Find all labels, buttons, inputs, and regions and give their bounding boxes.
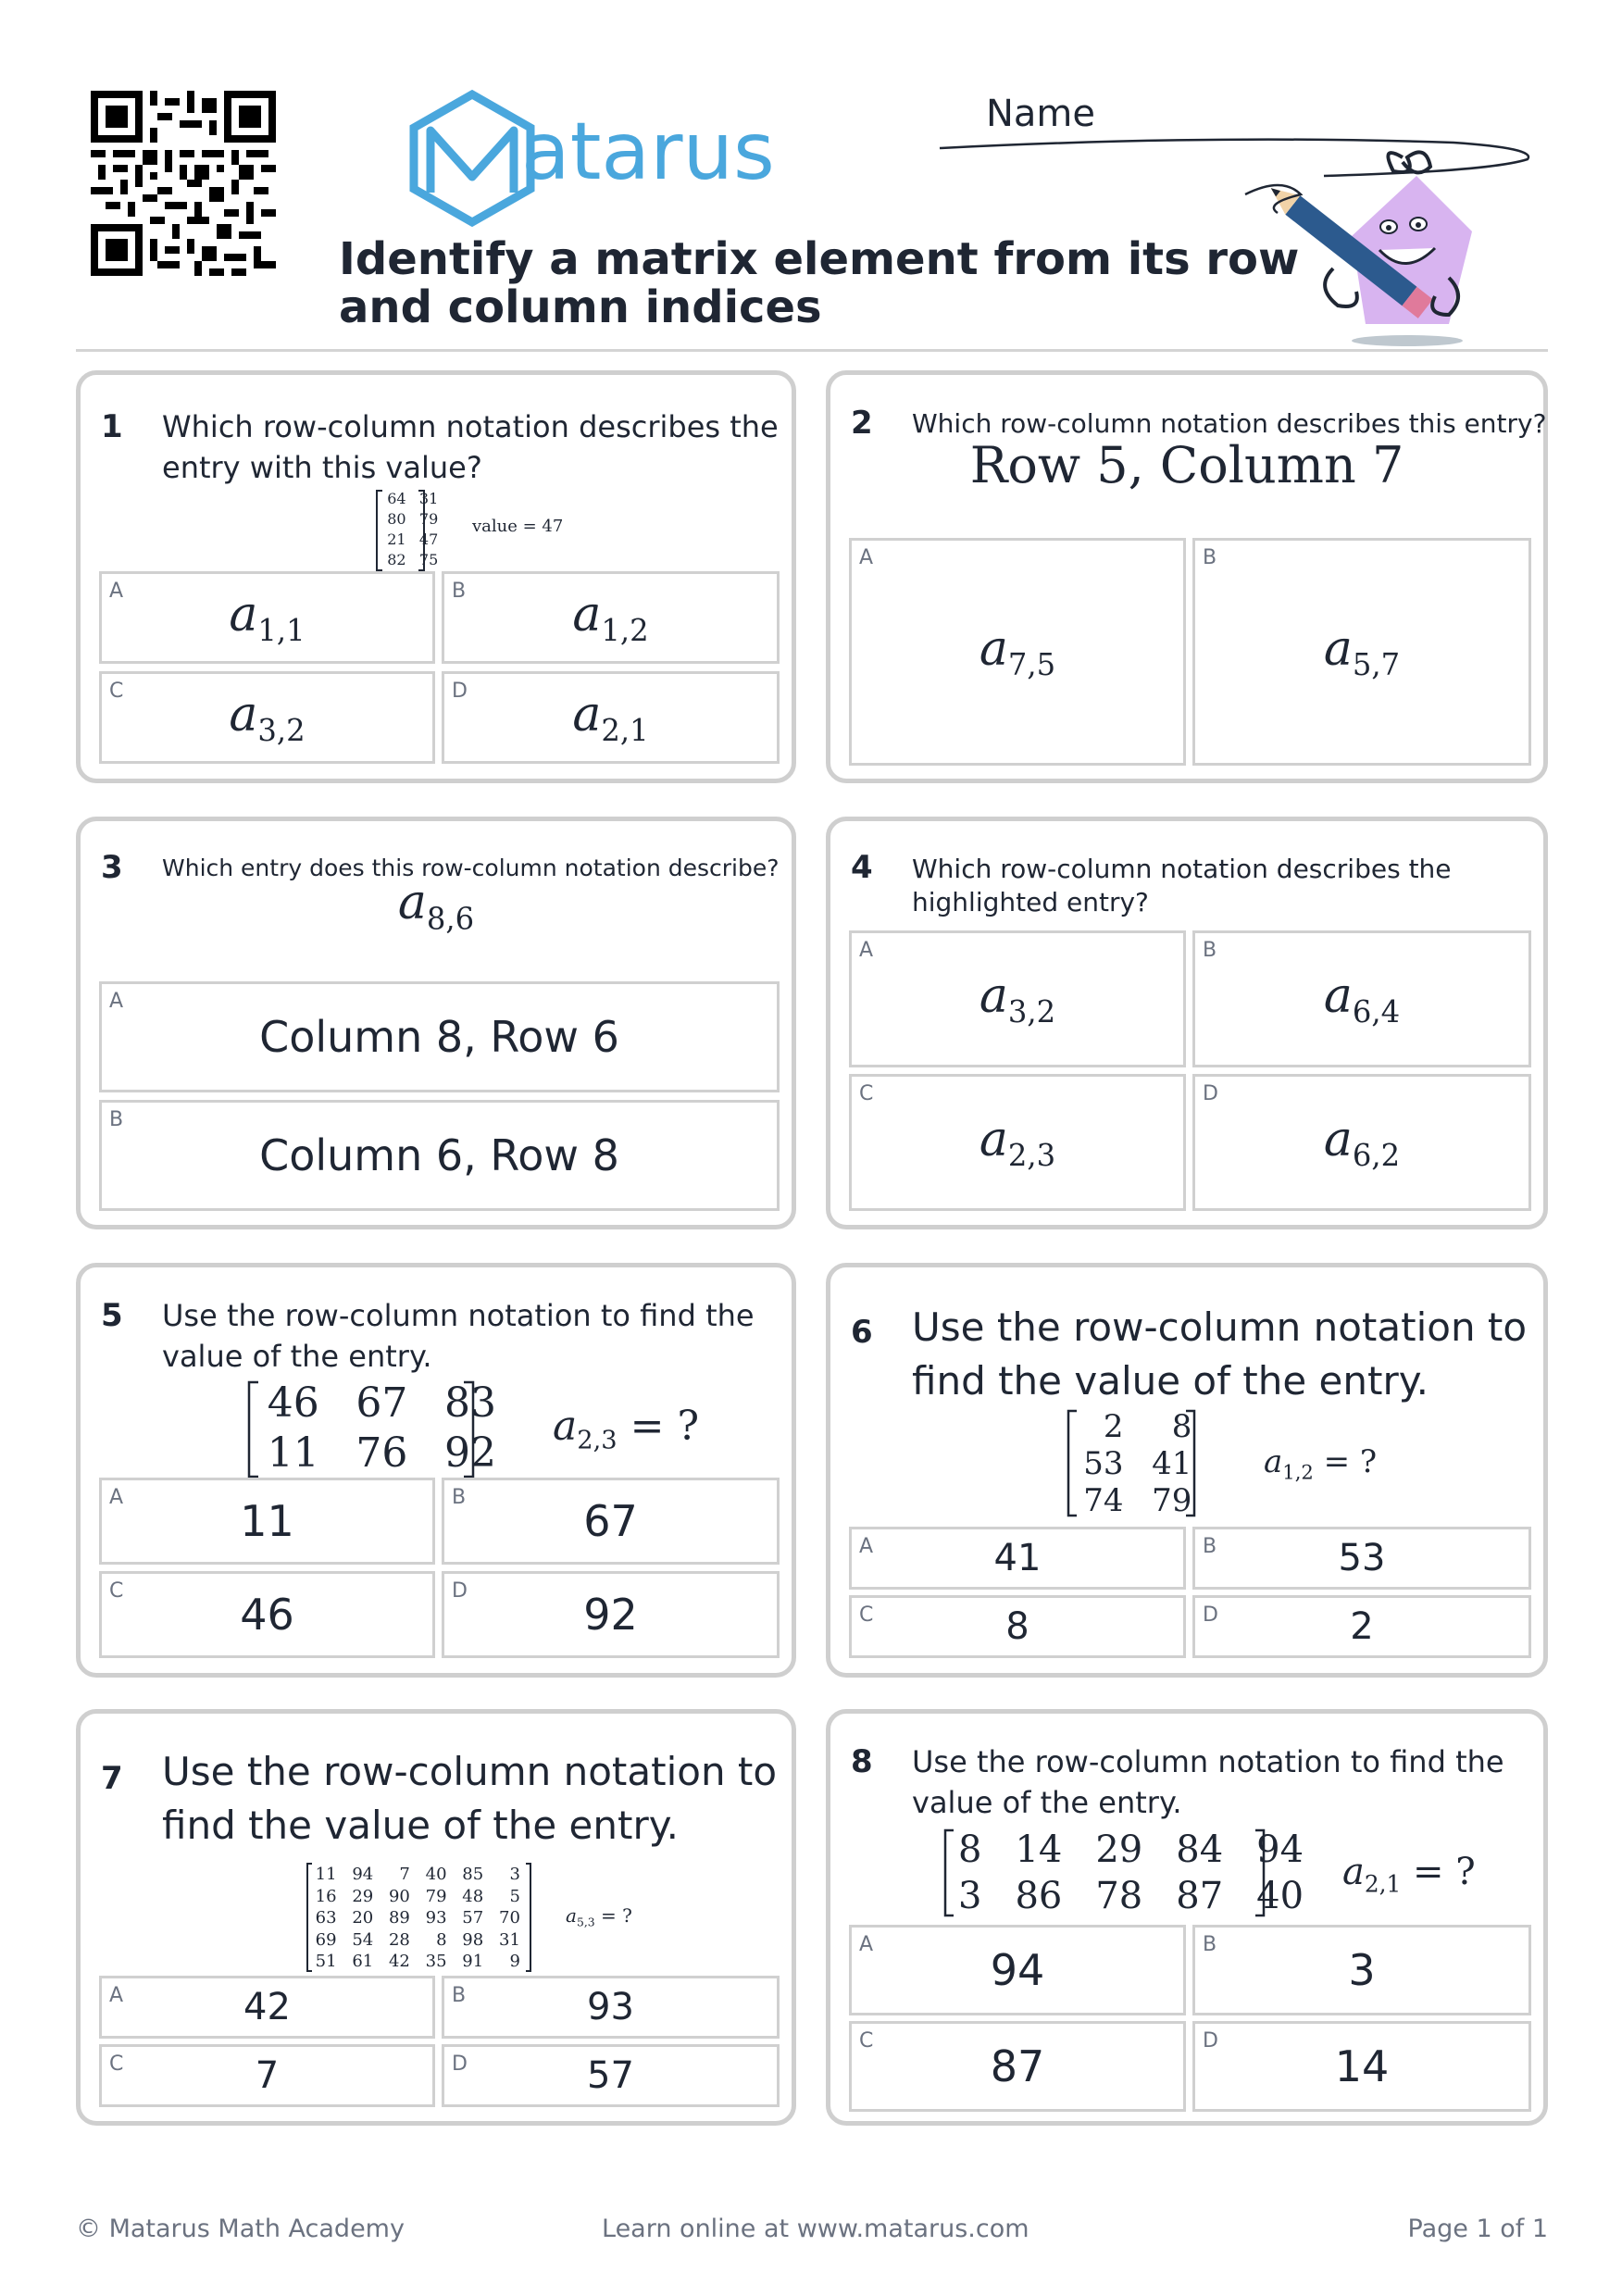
matrix-cell: 3: [509, 1865, 520, 1884]
option-c[interactable]: [99, 1571, 435, 1658]
matrix-cell: 48: [462, 1886, 484, 1906]
matrix-cell: 42: [388, 1952, 410, 1971]
option-value: $a_{3,2}$: [979, 967, 1056, 1030]
matrix-cell: 28: [388, 1929, 410, 1950]
page-title: Identify a matrix element from its row and column indices: [339, 233, 1300, 333]
option-a[interactable]: [849, 1925, 1186, 2015]
qr-code: [91, 91, 276, 276]
option-d[interactable]: [1192, 1074, 1531, 1211]
option-letter: A: [859, 1933, 874, 1956]
question-matrix: [245, 1379, 495, 1480]
matrix-cell: 90: [388, 1886, 410, 1906]
query-expression: $a_{2,1}$ = ?: [1342, 1851, 1476, 1898]
option-c[interactable]: [99, 2044, 435, 2107]
option-letter: B: [1203, 939, 1217, 962]
matrix-values: [381, 489, 439, 570]
footer-website-link[interactable]: Learn online at www.matarus.com: [602, 2215, 1029, 2243]
question-number: 8: [851, 1743, 873, 1780]
option-b[interactable]: [442, 1976, 780, 2039]
option-a[interactable]: [99, 981, 780, 1092]
option-value: $a_{1,2}$: [572, 586, 649, 649]
option-value: 14: [1334, 2041, 1390, 2091]
option-letter: A: [859, 939, 874, 962]
matrix-table: [307, 1864, 528, 1973]
option-letter: B: [452, 1984, 467, 2007]
matrix-cell: 8: [1171, 1408, 1192, 1445]
matrix-cell: 3: [958, 1875, 982, 1917]
matrix-cell: 85: [462, 1865, 484, 1884]
question-number: 2: [851, 405, 873, 442]
option-a[interactable]: [849, 1527, 1186, 1590]
matrix-cell: 78: [1095, 1875, 1143, 1917]
option-b[interactable]: [442, 571, 780, 664]
option-letter: D: [452, 1579, 468, 1603]
option-letter: A: [109, 990, 124, 1013]
matrix-row: [307, 1951, 528, 1973]
matrix-table: [249, 1379, 515, 1479]
matrix-cell: 54: [352, 1929, 374, 1950]
matrix-row: [381, 489, 444, 509]
option-value: Column 8, Row 6: [259, 1012, 619, 1062]
matrix-cell: 79: [1152, 1482, 1192, 1519]
option-a[interactable]: [99, 1478, 435, 1565]
brand-name: atarus: [521, 106, 775, 198]
matrix-cell: 70: [499, 1908, 520, 1928]
matrix-row: [307, 1907, 528, 1929]
option-letter: A: [859, 546, 874, 569]
matrix-cell: 89: [388, 1908, 410, 1928]
matrix-cell: 94: [352, 1865, 374, 1884]
matrix-cell: 7: [399, 1865, 410, 1884]
option-a[interactable]: [849, 538, 1186, 766]
matrix-cell: 47: [418, 530, 439, 548]
matrix-row: [942, 1827, 1320, 1873]
matrix-row: [942, 1873, 1320, 1919]
option-letter: B: [109, 1108, 124, 1131]
question-text: Use the row-column notation to find the value of the entry.: [162, 1749, 778, 1848]
matrix-cell: 8: [958, 1828, 982, 1871]
matrix-cell: 82: [387, 551, 406, 568]
option-letter: D: [452, 680, 468, 703]
name-label: Name: [986, 93, 1096, 135]
brand-logo: [403, 89, 792, 228]
option-value: $a_{2,3}$: [979, 1111, 1056, 1174]
matrix-cell: 63: [315, 1908, 337, 1928]
question-number: 1: [101, 408, 123, 445]
option-letter: A: [109, 1984, 124, 2007]
matrix-cell: 51: [315, 1952, 337, 1971]
matrix-cell: 94: [1256, 1828, 1304, 1871]
option-value: 93: [587, 1986, 634, 2028]
matrix-cell: 31: [499, 1929, 520, 1950]
matrix-row: [1069, 1482, 1206, 1519]
question-card-5: [76, 1263, 796, 1678]
option-value: 94: [990, 1945, 1045, 1995]
matrix-cell: 93: [425, 1908, 447, 1928]
question-matrix: [942, 1827, 1304, 1919]
value-label: value = 47: [472, 517, 564, 536]
option-b[interactable]: [1192, 930, 1531, 1067]
option-letter: B: [452, 1486, 467, 1509]
option-value: $a_{6,4}$: [1323, 967, 1401, 1030]
option-value: Column 6, Row 8: [259, 1130, 619, 1180]
matrix-table: [381, 489, 444, 570]
matrix-cell: 74: [1083, 1482, 1124, 1519]
question-number: 5: [101, 1297, 123, 1334]
matrix-cell: 80: [387, 510, 406, 528]
matrix-cell: 14: [1015, 1828, 1063, 1871]
option-letter: C: [109, 680, 124, 703]
option-value: $a_{3,2}$: [229, 686, 306, 749]
option-value: $a_{2,1}$: [572, 686, 649, 749]
option-letter: B: [452, 580, 467, 603]
question-text: Which row-column notation describes this entry?: [912, 408, 1547, 439]
option-value: 42: [243, 1986, 291, 2028]
query-expression: $a_{5,3}$ = ?: [566, 1904, 632, 1929]
option-letter: C: [109, 2053, 124, 2076]
option-b[interactable]: [442, 1478, 780, 1565]
option-a[interactable]: [99, 571, 435, 664]
option-d[interactable]: [1192, 1595, 1531, 1658]
matrix-cell: 86: [1015, 1875, 1063, 1917]
question-number: 4: [851, 849, 873, 886]
matrix-cell: 67: [356, 1379, 408, 1427]
matrix-cell: 9: [509, 1952, 520, 1971]
option-b[interactable]: [99, 1100, 780, 1211]
option-value: 11: [240, 1496, 294, 1546]
option-value: 53: [1338, 1537, 1386, 1579]
matrix-row: [249, 1379, 515, 1429]
question-card-8: [826, 1709, 1548, 2126]
option-value: 41: [993, 1537, 1042, 1579]
question-card-2: [826, 370, 1548, 783]
option-b[interactable]: [1192, 1527, 1531, 1590]
matrix-table: [942, 1827, 1320, 1919]
option-letter: C: [109, 1579, 124, 1603]
matrix-row: [1069, 1445, 1206, 1482]
option-c[interactable]: [849, 1074, 1186, 1211]
matrix-cell: 91: [462, 1952, 484, 1971]
option-value: 87: [990, 2041, 1045, 2091]
option-value: $a_{1,1}$: [229, 586, 306, 649]
question-text: Use the row-column notation to find the value of the entry.: [912, 1304, 1528, 1404]
matrix-values: [942, 1827, 1304, 1919]
matrix-row: [249, 1429, 515, 1479]
matrix-cell: 29: [352, 1886, 374, 1906]
footer-page-number: Page 1 of 1: [1407, 2215, 1548, 2243]
option-value: $a_{6,2}$: [1323, 1111, 1401, 1174]
option-letter: C: [859, 2029, 874, 2053]
option-value: $a_{7,5}$: [979, 620, 1056, 683]
question-matrix: [306, 1862, 537, 1973]
question-card-1: [76, 370, 796, 783]
option-letter: A: [859, 1535, 874, 1558]
matrix-values: [249, 1379, 496, 1479]
footer-copyright: © Matarus Math Academy: [76, 2215, 405, 2243]
question-number: 6: [851, 1314, 873, 1351]
query-expression: $a_{2,3}$ = ?: [553, 1403, 700, 1455]
matrix-cell: 40: [425, 1865, 447, 1884]
matrix-row: [307, 1929, 528, 1952]
matrix-row: [1069, 1408, 1206, 1445]
option-c[interactable]: [849, 2021, 1186, 2112]
question-card-3: [76, 817, 796, 1229]
matrix-row: [381, 509, 444, 530]
option-d[interactable]: [442, 671, 780, 764]
matrix-cell: 76: [356, 1429, 408, 1477]
option-value: 3: [1348, 1945, 1376, 1995]
matrix-cell: 69: [315, 1929, 337, 1950]
matrix-cell: 11: [267, 1429, 319, 1477]
matrix-cell: 87: [1176, 1875, 1224, 1917]
question-card-4: [826, 817, 1548, 1229]
question-text: Which row-column notation describes the highlighted entry?: [912, 854, 1452, 917]
matrix-cell: 79: [418, 510, 439, 528]
question-card-6: [826, 1263, 1548, 1678]
matrix-cell: 92: [443, 1429, 496, 1477]
matrix-cell: 2: [1103, 1408, 1124, 1445]
header-divider: [76, 349, 1548, 352]
option-letter: D: [1203, 2029, 1218, 2053]
matrix-cell: 57: [462, 1908, 484, 1928]
option-b[interactable]: [1192, 1925, 1531, 2015]
option-c[interactable]: [99, 671, 435, 764]
option-a[interactable]: [849, 930, 1186, 1067]
option-letter: A: [109, 1486, 124, 1509]
matrix-row: [381, 530, 444, 550]
matrix-cell: 40: [1256, 1875, 1304, 1917]
question-prompt: $a_{8,6}$: [397, 875, 475, 937]
option-letter: B: [1203, 1933, 1217, 1956]
option-letter: C: [859, 1082, 874, 1105]
matrix-cell: 35: [425, 1952, 447, 1971]
matrix-cell: 20: [352, 1908, 374, 1928]
question-card-7: [76, 1709, 796, 2126]
matrix-values: [307, 1864, 528, 1973]
matrix-cell: 8: [436, 1929, 447, 1950]
matrix-cell: 84: [1176, 1828, 1224, 1871]
option-letter: B: [1203, 1535, 1217, 1558]
matrix-cell: 31: [418, 490, 439, 507]
matrix-cell: 79: [425, 1886, 447, 1906]
question-text: Use the row-column notation to find the value of the entry.: [162, 1298, 755, 1374]
question-matrix: [1066, 1408, 1204, 1519]
matrix-table: [1069, 1408, 1206, 1519]
option-value: 8: [1005, 1605, 1029, 1648]
matrix-cell: 21: [387, 530, 406, 548]
option-value: 92: [583, 1590, 638, 1640]
matrix-row: [307, 1864, 528, 1886]
matrix-cell: 11: [315, 1865, 337, 1884]
matrix-cell: 29: [1095, 1828, 1143, 1871]
matrix-cell: 16: [315, 1886, 337, 1906]
matrix-cell: 5: [509, 1886, 520, 1906]
query-expression: $a_{1,2}$ = ?: [1264, 1443, 1378, 1484]
matrix-cell: 98: [462, 1929, 484, 1950]
matrix-cell: 61: [352, 1952, 374, 1971]
option-value: $a_{5,7}$: [1323, 620, 1401, 683]
option-b[interactable]: [1192, 538, 1531, 766]
option-d[interactable]: [442, 1571, 780, 1658]
option-value: 46: [240, 1590, 294, 1640]
option-letter: D: [452, 2053, 468, 2076]
matrix-row: [307, 1886, 528, 1908]
question-number: 3: [101, 849, 123, 886]
matrix-cell: 53: [1083, 1445, 1124, 1482]
option-value: 57: [587, 2054, 634, 2097]
matrix-cell: 75: [418, 551, 439, 568]
option-a[interactable]: [99, 1976, 435, 2039]
matrix-values: [1069, 1408, 1190, 1519]
matrix-cell: 46: [267, 1379, 319, 1427]
option-letter: D: [1203, 1082, 1218, 1105]
matrix-cell: 41: [1152, 1445, 1192, 1482]
matrix-cell: 83: [443, 1379, 496, 1427]
option-value: 67: [583, 1496, 638, 1546]
option-value: 7: [255, 2054, 280, 2097]
option-d[interactable]: [1192, 2021, 1531, 2112]
question-text: Which entry does this row-column notation describe?: [162, 855, 780, 881]
option-value: 2: [1350, 1605, 1374, 1648]
option-c[interactable]: [849, 1595, 1186, 1658]
matrix-cell: 64: [387, 490, 406, 507]
option-letter: C: [859, 1603, 874, 1627]
matrix-row: [381, 550, 444, 570]
option-letter: A: [109, 580, 124, 603]
option-d[interactable]: [442, 2044, 780, 2107]
question-matrix: [375, 489, 579, 572]
question-text: Use the row-column notation to find the value of the entry.: [912, 1744, 1504, 1820]
question-number: 7: [101, 1760, 123, 1797]
question-text: Which row-column notation describes the entry with this value?: [162, 409, 779, 485]
option-letter: B: [1203, 546, 1217, 569]
question-prompt: Row 5, Column 7: [969, 436, 1404, 494]
option-letter: D: [1203, 1603, 1218, 1627]
